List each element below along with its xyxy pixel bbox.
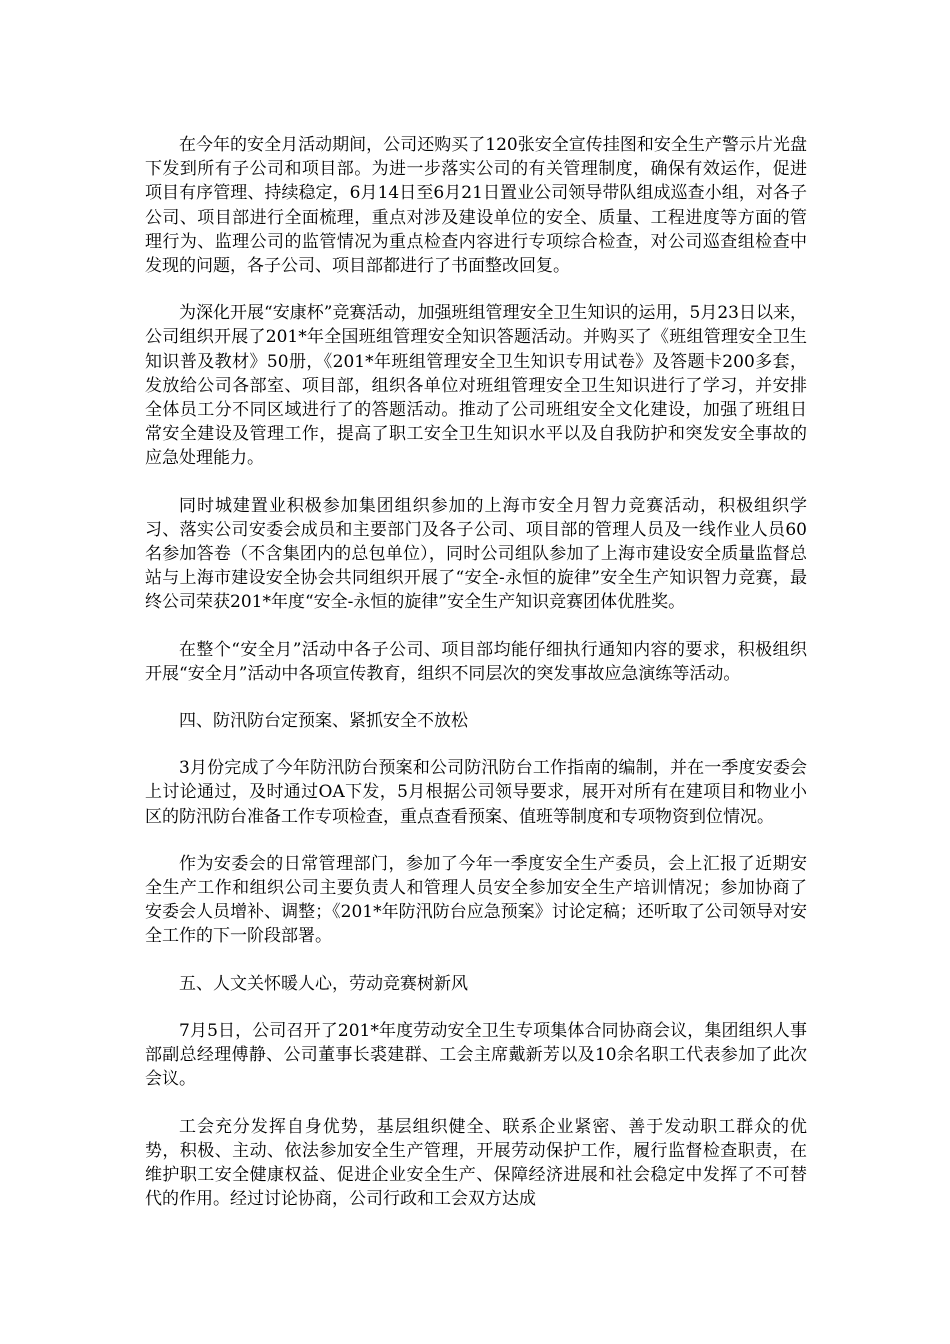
paragraph-shanghai-quiz: 同时城建置业积极参加集团组织参加的上海市安全月智力竞赛活动，积极组织学习、落实公司安委会成员和主要部门及各子公司、项目部的管理人员及一线作业人员60名参加答卷（不含集团内的总包单位），同时公司组队参加了上海市建设安全质量监督总站与上海市建设安全协会共同组织开展了“安全-永恒的旋律”安全生产知识智力竞赛，最终公司荣获201*年度“安全-永恒的旋律”安全生产知识竞赛团体优胜奖。 [145, 495, 807, 613]
paragraph-union-role: 工会充分发挥自身优势，基层组织健全、联系企业紧密、善于发动职工群众的优势，积极、主动、依法参加安全生产管理，开展劳动保护工作，履行监督检查职责，在维护职工安全健康权益、促进企业安全生产、保障经济进展和社会稳定中发挥了不可替代的作用。经过讨论协商，公司行政和工会双方达成 [145, 1116, 807, 1210]
paragraph-collective-contract: 7月5日，公司召开了201*年度劳动安全卫生专项集体合同协商会议，集团组织人事部副总经理傅静、公司董事长裘建群、工会主席戴新芳以及10余名职工代表参加了此次会议。 [145, 1020, 807, 1090]
paragraph-flood-plan: 3月份完成了今年防汛防台预案和公司防汛防台工作指南的编制，并在一季度安委会上讨论通过，及时通过OA下发，5月根据公司领导要求，展开对所有在建项目和物业小区的防汛防台准备工作专项检查，重点查看预案、值班等制度和专项物资到位情况。 [145, 758, 807, 827]
paragraph-safety-month-materials: 在今年的安全月活动期间，公司还购买了120张安全宣传挂图和安全生产警示片光盘下发到所有子公司和项目部。为进一步落实公司的有关管理制度，确保有效运作，促进项目有序管理、持续稳定，6月14日至6月21日置业公司领导带队组成巡查小组，对各子公司、项目部进行全面梳理，重点对涉及建设单位的安全、质量、工程进度等方面的管理行为、监理公司的监管情况为重点检查内容进行专项综合检查，对公司巡查组检查中发现的问题，各子公司、项目部都进行了书面整改回复。 [145, 135, 807, 277]
section-heading-humanistic-care: 五、人文关怀暖人心，劳动竞赛树新风 [179, 973, 468, 994]
paragraph-safety-month-summary: 在整个“安全月”活动中各子公司、项目部均能仔细执行通知内容的要求，积极组织开展“安全月”活动中各项宣传教育，组织不同层次的突发事故应急演练等活动。 [145, 639, 807, 684]
paragraph-ankang-cup: 为深化开展“安康杯”竞赛活动，加强班组管理安全卫生知识的运用，5月23日以来，公司组织开展了201*年全国班组管理安全知识答题活动。并购买了《班组管理安全卫生知识普及教材》50册，《201*年班组管理安全卫生知识专用试卷》及答题卡200多套，发放给公司各部室、项目部，组织各单位对班组管理安全卫生知识进行了学习，并安排全体员工分不同区域进行了的答题活动。推动了公司班组安全文化建设，加强了班组日常安全建设及管理工作，提高了职工安全卫生知识水平以及自我防护和突发安全事故的应急处理能力。 [145, 303, 807, 469]
paragraph-safety-committee: 作为安委会的日常管理部门，参加了今年一季度安全生产委员，会上汇报了近期安全生产工作和组织公司主要负责人和管理人员安全参加安全生产培训情况；参加协商了安委会人员增补、调整；《201*年防汛防台应急预案》讨论定稿；还听取了公司领导对安全工作的下一阶段部署。 [145, 853, 807, 947]
document-page [145, 133, 807, 1234]
section-heading-flood-prevention: 四、防汛防台定预案、紧抓安全不放松 [179, 711, 468, 732]
